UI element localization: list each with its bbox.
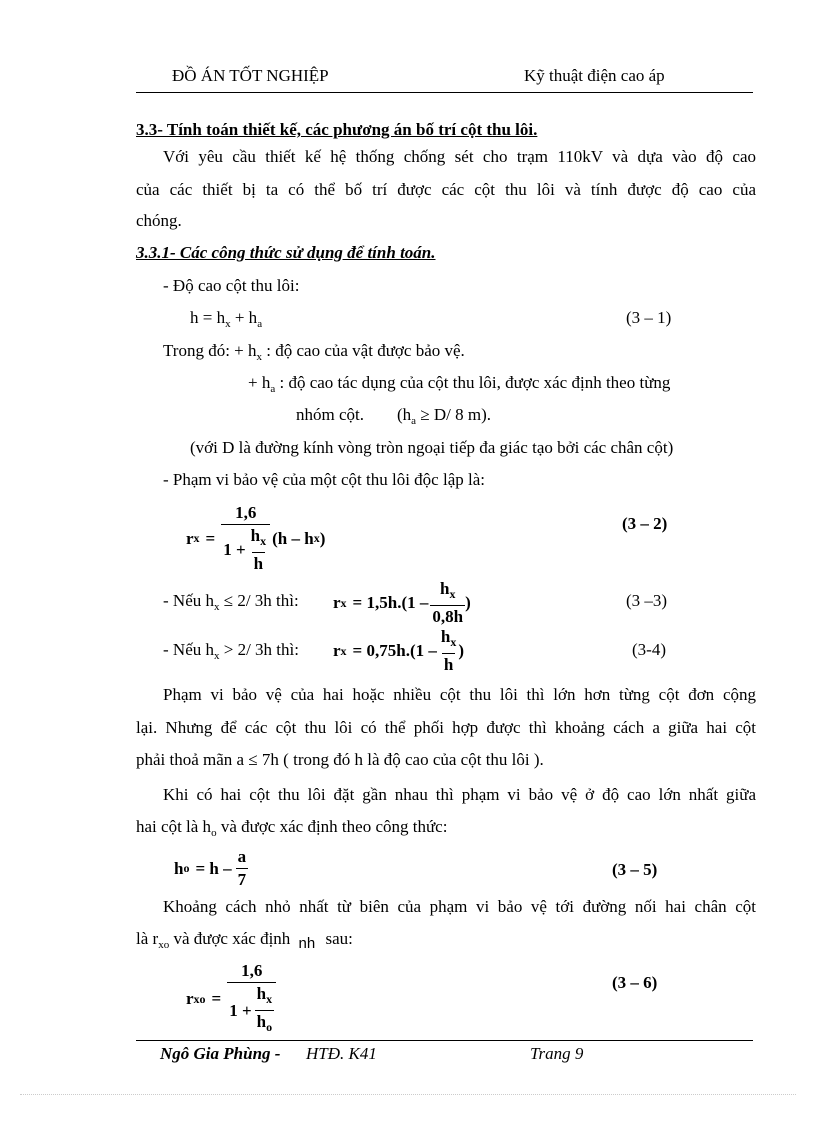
eq-number-4: (3-4): [632, 640, 666, 659]
where-hx: Trong đó: + $h_x$ : độ cao của vật được bảo vệ.: [163, 341, 465, 363]
eq4-formula: r x = 0,75h.(1 – $\frac{h_x}{h}$ ): [333, 627, 464, 674]
eq-number-5: (3 – 5): [612, 860, 658, 879]
two-col-line-1: Khi có hai cột thu lôi đặt gần nhau thì phạm vi bảo vệ ở độ cao lớn nhất giữa: [163, 785, 756, 804]
subsection-heading: 3.3.1- Các công thức sử dụng để tính toán.: [136, 243, 436, 262]
distance-line-1: Khoảng cách nhỏ nhất từ biên của phạm vi bảo vệ tới đường nối hai chân cột: [163, 897, 756, 916]
eq3-formula: r x = 1,5h.(1 – $\frac{h_x}{0,8h}$ ): [333, 579, 471, 626]
footer-author: Ngô Gia Phùng -: [160, 1044, 281, 1063]
page-bottom-dotted: [20, 1094, 796, 1095]
range-label: - Phạm vi bảo vệ của một cột thu lôi độc lập là:: [163, 470, 485, 489]
eq6-formula: r xo = 1,6 1 + $\frac{h_x}{h_o}$: [186, 960, 276, 1038]
height-formula: $h = h_x + h_a$: [190, 308, 263, 330]
multi-line-2: lại. Nhưng để các cột thu lôi có thể phối hợp được thì khoảng cách a giữa hai cột: [136, 718, 756, 737]
section-heading: 3.3- Tính toán thiết kế, các phương án bố trí cột thu lôi.: [136, 120, 538, 139]
eq3-condition: - Nếu $h_x \le 2/$ 3h thì:: [163, 591, 299, 613]
intro-line-1: Với yêu cầu thiết kế hệ thống chống sét cho trạm 110kV và dựa vào độ cao: [163, 147, 756, 166]
eq-number-1: (3 – 1): [626, 308, 672, 327]
eq4-condition: - Nếu $h_x > 2/$ 3h thì:: [163, 640, 299, 662]
footer-class: HTĐ. K41: [306, 1044, 377, 1063]
diameter-note: (với D là đường kính vòng tròn ngoại tiếp đa giác tạo bởi các chân cột): [190, 438, 674, 457]
group-text: nhóm cột.: [296, 405, 364, 424]
header-rule: [136, 92, 753, 93]
header-title: ĐỒ ÁN TỐT NGHIỆP: [172, 66, 329, 85]
header-subject: Kỹ thuật điện cao áp: [524, 66, 665, 85]
ha-condition: ($h_a \ge D/$ 8 m).: [397, 405, 492, 427]
eq-number-3: (3 –3): [626, 591, 668, 610]
footer-page: Trang 9: [530, 1044, 584, 1063]
height-label: - Độ cao cột thu lôi:: [163, 276, 300, 295]
where-ha: + $h_a$ : độ cao tác dụng của cột thu lôi, được xác định theo từng: [248, 373, 671, 395]
multi-line-3: phải thoả mãn a ≤ 7h ( trong đó h là độ cao của cột thu lôi ).: [136, 750, 544, 769]
eq-number-2: (3 – 2): [622, 514, 668, 533]
intro-line-2: của các thiết bị ta có thể bố trí được các cột thu lôi và tính được độ cao của: [136, 180, 756, 199]
eq-number-6: (3 – 6): [612, 973, 658, 992]
eq2-formula: r x = 1,6 1 + $\frac{h_x}{h}$ (h – h x ): [186, 503, 326, 573]
eq5-formula: h o = h – $\frac{a}{7}$: [174, 847, 247, 889]
footer-rule: [136, 1040, 753, 1041]
distance-line-2: là $r_{xo}$ và được xác định nh sau:: [136, 929, 353, 952]
two-col-line-2: hai cột là $h_o$ và được xác định theo công thức:: [136, 817, 448, 839]
intro-line-3: chóng.: [136, 211, 182, 230]
multi-line-1: Phạm vi bảo vệ của hai hoặc nhiều cột thu lôi thì lớn hơn từng cột đơn cộng: [163, 685, 756, 704]
